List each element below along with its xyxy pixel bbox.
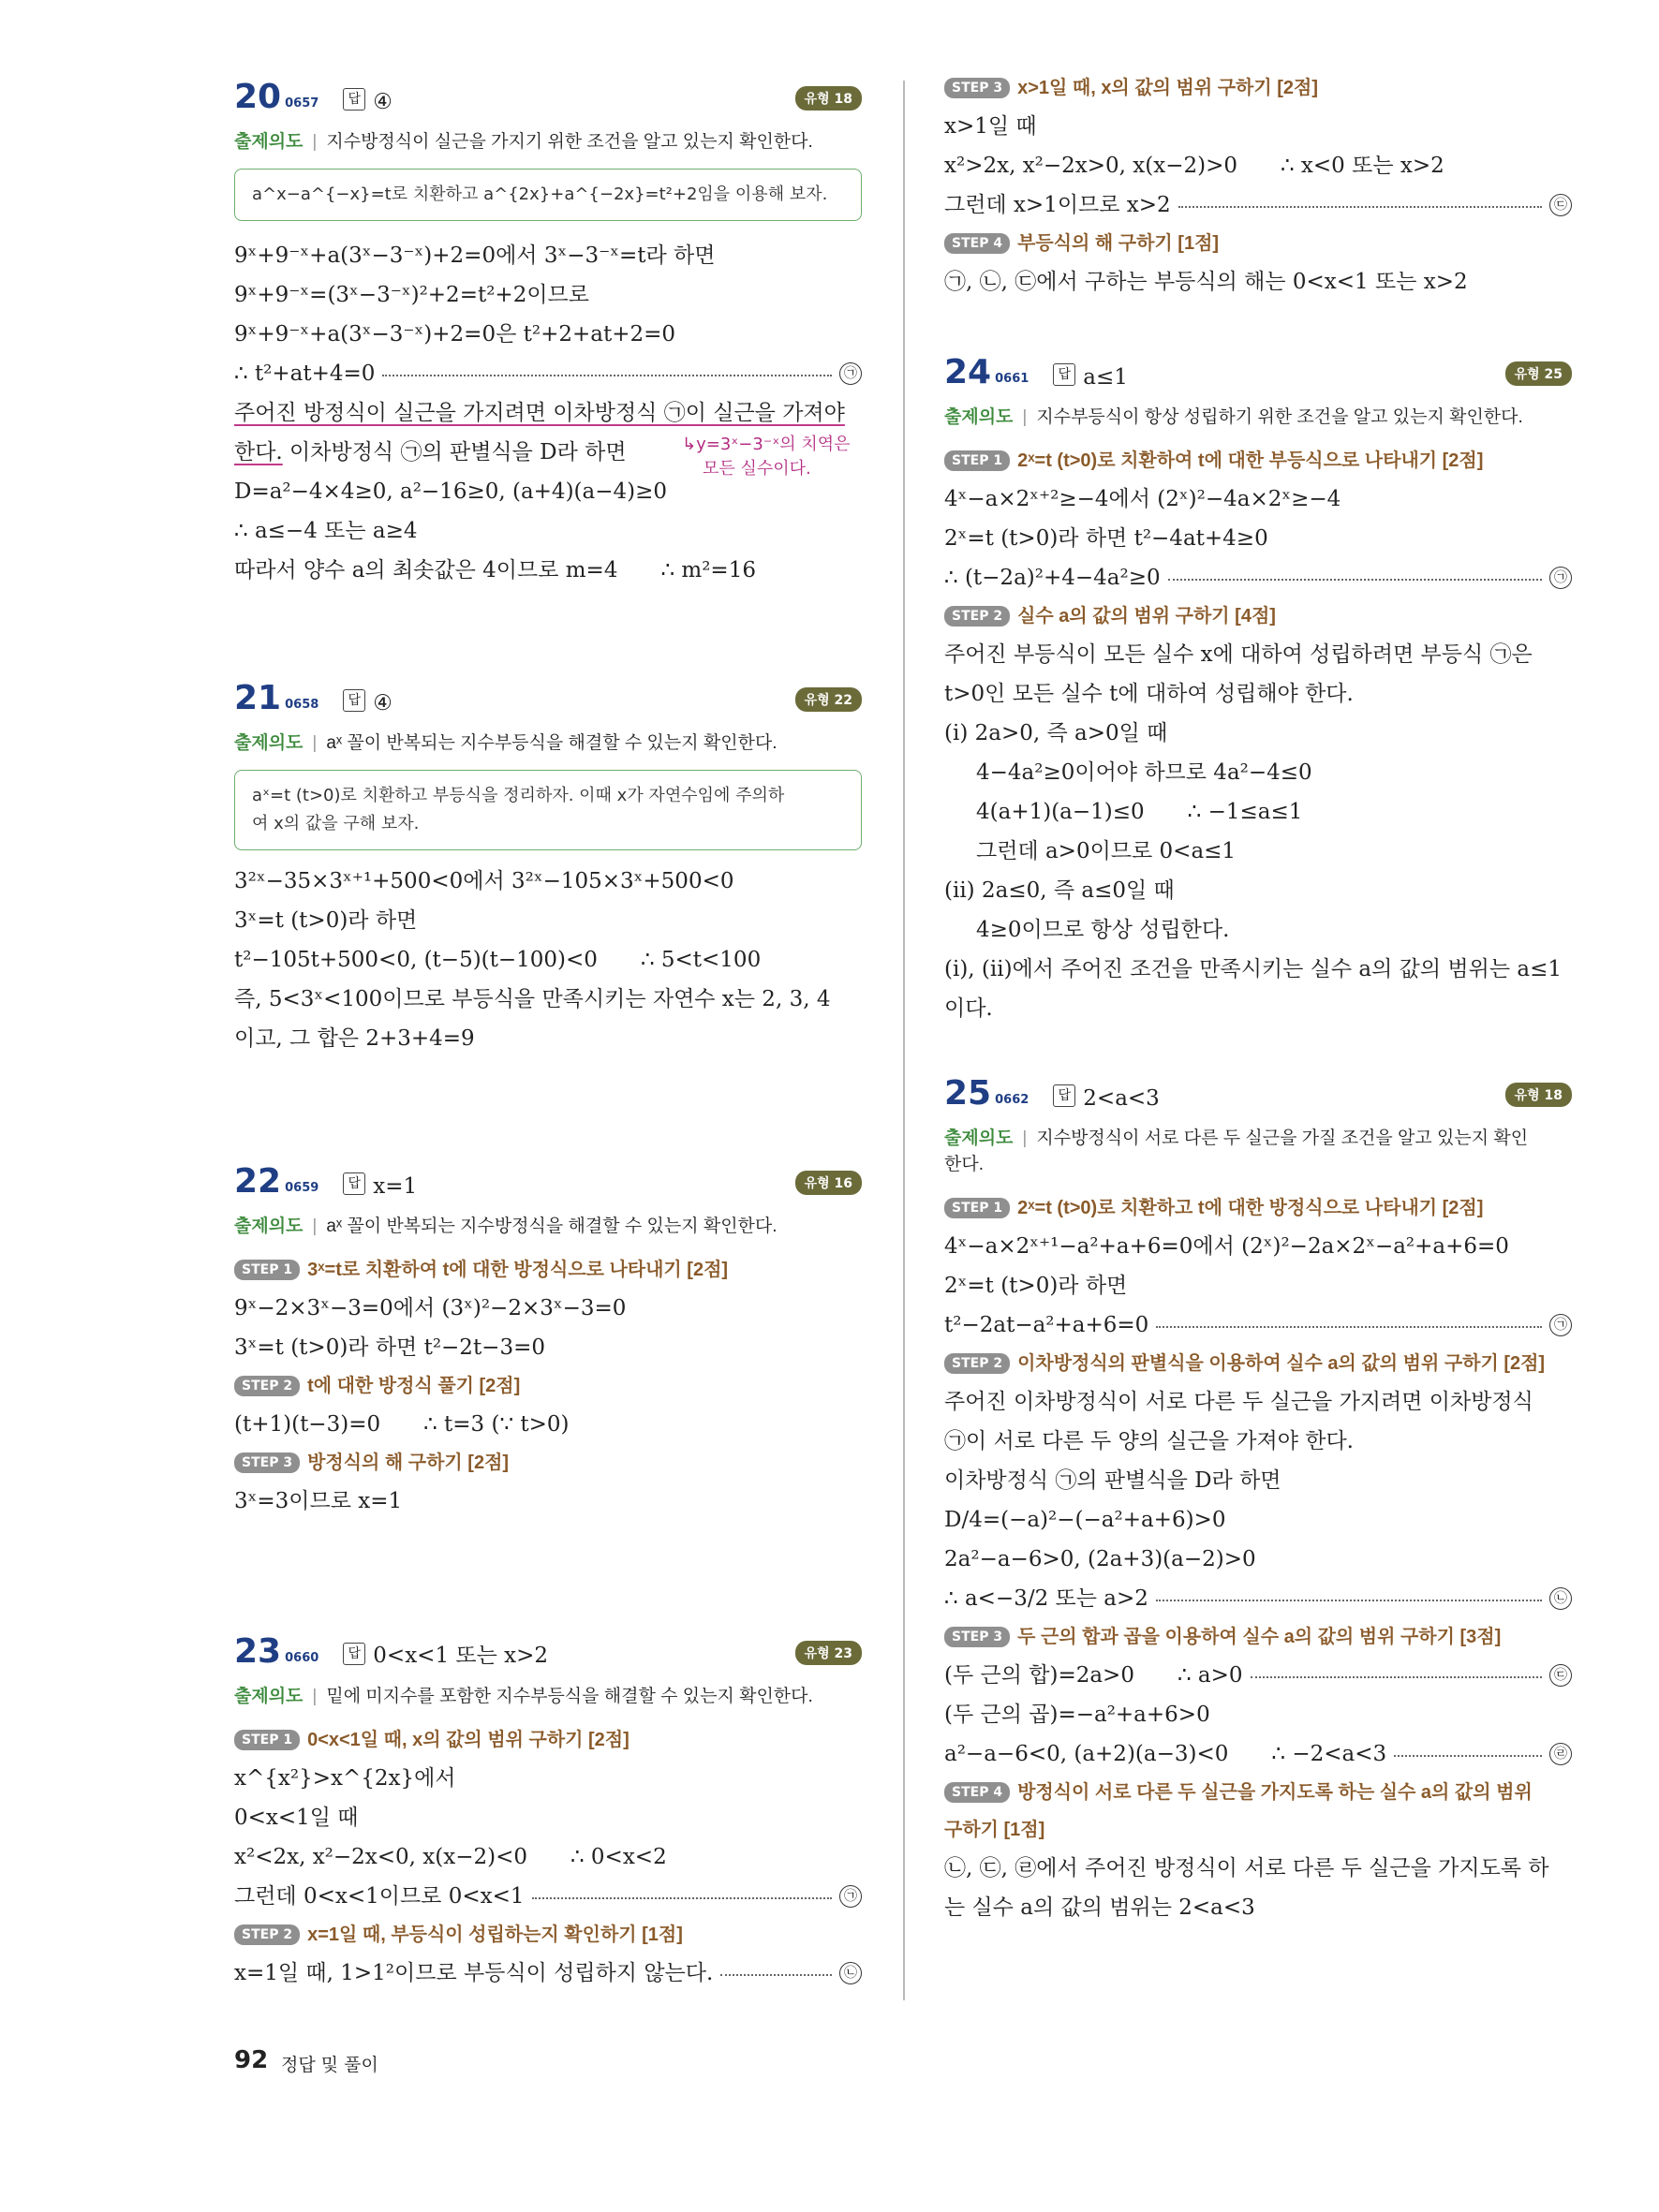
- problem-number: 20: [234, 78, 282, 116]
- solution-line: 4ˣ−a×2ˣ⁺¹−a²+a+6=0에서 (2ˣ)²−2a×2ˣ−a²+a+6=0: [944, 1234, 1509, 1259]
- marker-icon: ㉡: [839, 1962, 862, 1984]
- solution-line: (ⅰ), (ⅱ)에서 주어진 조건을 만족시키는 실수 a의 값의 범위는 a≤1: [944, 957, 1562, 981]
- solution-line: 주어진 이차방정식이 서로 다른 두 실근을 가지려면 이차방정식: [944, 1390, 1533, 1414]
- intent-label: 출제의도: [234, 1217, 304, 1236]
- solution-line: 따라서 양수 a의 최솟값은 4이므로 m=4 ∴ m²=16: [234, 558, 756, 582]
- problem-25: [944, 1069, 1572, 1927]
- solution-line: (ⅱ) 2a≤0, 즉 a≤0일 때: [944, 878, 1175, 903]
- intent-line: 출제의도 | 밑에 미지수를 포함한 지수부등식을 해결할 수 있는지 확인한다.: [234, 1687, 813, 1706]
- intent-line: 출제의도 | 지수방정식이 서로 다른 두 실근을 가질 조건을 알고 있는지 확인 한다.: [944, 1128, 1529, 1174]
- hint-box: a^x−a^{−x}=t로 치환하고 a^{2x}+a^{−2x}=t²+2임을 이용해 보자.: [234, 169, 862, 221]
- answer-value: 2<a<3: [1083, 1086, 1160, 1111]
- solution: [944, 1189, 1572, 1927]
- answer-value: 0<x<1 또는 x>2: [373, 1644, 549, 1668]
- step-heading: STEP 2 이차방정식의 판별식을 이용하여 실수 a의 값의 범위 구하기 [2점]: [944, 1345, 1572, 1382]
- problem-number: 22: [234, 1162, 282, 1201]
- problem-number: 24: [944, 353, 992, 391]
- solution-line: x^{x²}>x^{2x}에서: [234, 1766, 456, 1791]
- side-note: ↳y=3ˣ−3⁻ˣ의 치역은 모든 실수이다.: [682, 435, 851, 479]
- solution-line: 이다.: [944, 996, 993, 1021]
- solution-line: D/4=(−a)²−(−a²+a+6)>0: [944, 1508, 1226, 1532]
- solution-line: 4≥0이므로 항상 성립한다.: [976, 918, 1230, 942]
- solution-line: ∴ a<−3/2 또는 a>2 ㉡: [944, 1579, 1572, 1618]
- solution-line: 9ˣ−2×3ˣ−3=0에서 (3ˣ)²−2×3ˣ−3=0: [234, 1296, 627, 1320]
- step-heading-continued: 구하기 [1점]: [944, 1820, 1045, 1840]
- solution-line: (두 근의 합)=2a>0 ∴ a>0 ㉢: [944, 1656, 1572, 1695]
- intent-line: 출제의도 | 지수부등식이 항상 성립하기 위한 조건을 알고 있는지 확인한다.: [944, 407, 1523, 427]
- intent-text: aˣ 꼴이 반복되는 지수방정식을 해결할 수 있는지 확인한다.: [326, 1217, 778, 1236]
- answer-box: 답: [1053, 363, 1075, 386]
- type-badge: 유형 22: [795, 687, 862, 712]
- problem-header: [234, 1628, 862, 1671]
- intent-text: 지수방정식이 서로 다른 두 실근을 가질 조건을 알고 있는지 확인: [1036, 1128, 1529, 1148]
- answer-box: 답: [343, 1172, 365, 1195]
- solution-line: x>1일 때: [944, 114, 1037, 139]
- step-heading: STEP 4 방정식이 서로 다른 두 실근을 가지도록 하는 실수 a의 값의 범위: [944, 1774, 1572, 1811]
- step-heading: STEP 2 x=1일 때, 부등식이 성립하는지 확인하기 [1점]: [234, 1916, 862, 1954]
- step-heading: STEP 2 실수 a의 값의 범위 구하기 [4점]: [944, 597, 1572, 635]
- page-number: 92: [234, 2046, 269, 2074]
- intent-line: 출제의도 | aˣ 꼴이 반복되는 지수부등식을 해결할 수 있는지 확인한다.: [234, 733, 778, 753]
- solution-line: (두 근의 곱)=−a²+a+6>0: [944, 1703, 1210, 1727]
- answer-value: x=1: [373, 1174, 418, 1199]
- step-heading: STEP 3 방정식의 해 구하기 [2점]: [234, 1444, 862, 1482]
- solution: [234, 236, 862, 590]
- solution-line: D=a²−4×4≥0, a²−16≥0, (a+4)(a−4)≥0: [234, 479, 668, 504]
- intent-label: 출제의도: [234, 733, 304, 753]
- solution-line: x²>2x, x²−2x>0, x(x−2)>0 ∴ x<0 또는 x>2: [944, 154, 1444, 178]
- problem-code: 0660: [285, 1651, 319, 1665]
- solution-line: 3²ˣ−35×3ˣ⁺¹+500<0에서 3²ˣ−105×3ˣ+500<0: [234, 869, 734, 893]
- problem-header: [234, 1158, 862, 1201]
- problem-23-continued: [944, 69, 1572, 302]
- problem-22: [234, 1158, 862, 1521]
- solution-line: 즉, 5<3ˣ<100이므로 부등식을 만족시키는 자연수 x는 2, 3, 4: [234, 987, 831, 1011]
- arrow-icon: ↳: [682, 435, 697, 454]
- problem-header: [944, 348, 1572, 391]
- marker-icon: ㉠: [1549, 1314, 1572, 1336]
- solution-line: 그런데 x>1이므로 x>2 ㉢: [944, 185, 1572, 225]
- solution-line: 그런데 a>0이므로 0<a≤1: [976, 839, 1237, 863]
- solution-line: 9ˣ+9⁻ˣ+a(3ˣ−3⁻ˣ)+2=0은 t²+2+at+2=0: [234, 322, 676, 347]
- type-badge: 유형 18: [1505, 1083, 1572, 1107]
- answer-box: 답: [343, 88, 365, 111]
- solution-line: (t+1)(t−3)=0 ∴ t=3 (∵ t>0): [234, 1412, 570, 1437]
- solution-line: 4−4a²≥0이어야 하므로 4a²−4≤0: [976, 760, 1312, 785]
- solution-line: 9ˣ+9⁻ˣ+a(3ˣ−3⁻ˣ)+2=0에서 3ˣ−3⁻ˣ=t라 하면: [234, 243, 716, 268]
- step-heading: STEP 4 부등식의 해 구하기 [1점]: [944, 225, 1572, 262]
- problem-23: [234, 1628, 862, 1993]
- solution-line: ㉠이 서로 다른 두 양의 실근을 가져야 한다.: [944, 1429, 1354, 1453]
- hint-box: aˣ=t (t>0)로 치환하고 부등식을 정리하자. 이때 x가 자연수임에 주의하 여 x의 값을 구해 보자.: [234, 770, 862, 850]
- solution-line: t>0인 모든 실수 t에 대하여 성립해야 한다.: [944, 682, 1354, 706]
- problem-number: 21: [234, 679, 282, 717]
- problem-header: [234, 73, 862, 116]
- solution-line: 3ˣ=t (t>0)라 하면: [234, 908, 418, 933]
- solution-line: x²<2x, x²−2x<0, x(x−2)<0 ∴ 0<x<2: [234, 1845, 667, 1869]
- intent-label: 출제의도: [234, 1687, 304, 1706]
- solution-line: 0<x<1일 때: [234, 1806, 359, 1830]
- intent-label: 출제의도: [234, 132, 304, 152]
- solution-line: 주어진 방정식이 실근을 가지려면 이차방정식 ㉠이 실근을 가져야: [234, 401, 845, 425]
- step-heading: STEP 1 2ˣ=t (t>0)로 치환하고 t에 대한 방정식으로 나타내기 [2점]: [944, 1189, 1572, 1227]
- answer-box: 답: [1053, 1084, 1075, 1107]
- solution-line: ㉠, ㉡, ㉢에서 구하는 부등식의 해는 0<x<1 또는 x>2: [944, 270, 1468, 294]
- type-badge: 유형 23: [795, 1641, 862, 1665]
- problem-21: [234, 674, 862, 1058]
- step-heading: STEP 2 t에 대한 방정식 풀기 [2점]: [234, 1367, 862, 1405]
- solution-line: 2a²−a−6>0, (2a+3)(a−2)>0: [944, 1547, 1256, 1571]
- intent-line: 출제의도 | 지수방정식이 실근을 가지기 위한 조건을 알고 있는지 확인한다.: [234, 132, 813, 152]
- solution-line: ∴ (t−2a)²+4−4a²≥0 ㉠: [944, 558, 1572, 597]
- intent-text: 밑에 미지수를 포함한 지수부등식을 해결할 수 있는지 확인한다.: [326, 1687, 813, 1706]
- solution-line: x=1일 때, 1>1²이므로 부등식이 성립하지 않는다. ㉡: [234, 1954, 862, 1993]
- solution-line: 4(a+1)(a−1)≤0 ∴ −1≤a≤1: [976, 800, 1303, 824]
- solution: [234, 1251, 862, 1521]
- problem-header: [234, 674, 862, 717]
- intent-line: 출제의도 | aˣ 꼴이 반복되는 지수방정식을 해결할 수 있는지 확인한다.: [234, 1217, 778, 1236]
- solution-line: 9ˣ+9⁻ˣ=(3ˣ−3⁻ˣ)²+2=t²+2이므로: [234, 283, 589, 307]
- intent-text: aˣ 꼴이 반복되는 지수부등식을 해결할 수 있는지 확인한다.: [326, 733, 778, 753]
- marker-icon: ㉢: [1549, 1664, 1572, 1687]
- step-heading: STEP 1 2ˣ=t (t>0)로 치환하여 t에 대한 부등식으로 나타내기 [2점]: [944, 442, 1572, 479]
- solution-line: 주어진 부등식이 모든 실수 x에 대하여 성립하려면 부등식 ㉠은: [944, 642, 1533, 667]
- intent-text: 지수방정식이 실근을 가지기 위한 조건을 알고 있는지 확인한다.: [326, 132, 813, 152]
- solution-line: 2ˣ=t (t>0)라 하면 t²−4at+4≥0: [944, 526, 1268, 551]
- problem-number: 25: [944, 1074, 992, 1113]
- problem-code: 0661: [995, 372, 1029, 386]
- type-badge: 유형 16: [795, 1171, 862, 1195]
- problem-20: [234, 73, 862, 590]
- column-divider: [903, 81, 905, 2000]
- solution-line: (ⅰ) 2a>0, 즉 a>0일 때: [944, 721, 1168, 745]
- step-heading: STEP 3 두 근의 합과 곱을 이용하여 실수 a의 값의 범위 구하기 [3점]: [944, 1618, 1572, 1656]
- solution-line: 는 실수 a의 값의 범위는 2<a<3: [944, 1895, 1255, 1920]
- marker-icon: ㉠: [839, 362, 862, 385]
- intent-text: 지수부등식이 항상 성립하기 위한 조건을 알고 있는지 확인한다.: [1036, 407, 1523, 427]
- problem-code: 0657: [285, 96, 319, 111]
- marker-icon: ㉠: [839, 1885, 862, 1908]
- marker-icon: ㉡: [1549, 1587, 1572, 1610]
- answer-value: ④: [373, 90, 393, 114]
- answer-value: a≤1: [1083, 365, 1128, 390]
- intent-label: 출제의도: [944, 1128, 1014, 1148]
- step-heading: STEP 1 3ˣ=t로 치환하여 t에 대한 방정식으로 나타내기 [2점]: [234, 1251, 862, 1289]
- type-badge: 유형 25: [1505, 361, 1572, 386]
- problem-code: 0659: [285, 1181, 319, 1195]
- page-label: 정답 및 풀이: [281, 2055, 378, 2075]
- solution-line: a²−a−6<0, (a+2)(a−3)<0 ∴ −2<a<3 ㉣: [944, 1734, 1572, 1774]
- step-heading: STEP 3 x>1일 때, x의 값의 범위 구하기 [2점]: [944, 69, 1572, 107]
- problem-24: [944, 348, 1572, 1028]
- solution: [234, 862, 862, 1058]
- marker-icon: ㉣: [1549, 1743, 1572, 1765]
- problem-code: 0658: [285, 698, 319, 712]
- solution-line: t²−105t+500<0, (t−5)(t−100)<0 ∴ 5<t<100: [234, 948, 762, 972]
- answer-box: 답: [343, 1643, 365, 1665]
- marker-icon: ㉠: [1549, 567, 1572, 589]
- solution: [234, 1721, 862, 1993]
- marker-icon: ㉢: [1549, 194, 1572, 216]
- solution-line: ㉡, ㉢, ㉣에서 주어진 방정식이 서로 다른 두 실근을 가지도록 하: [944, 1856, 1549, 1880]
- problem-header: [944, 1069, 1572, 1113]
- answer-value: ④: [373, 691, 393, 715]
- solution-line: t²−2at−a²+a+6=0 ㉠: [944, 1305, 1572, 1345]
- solution: [944, 442, 1572, 1028]
- solution-line: 3ˣ=3이므로 x=1: [234, 1489, 403, 1513]
- intent-label: 출제의도: [944, 407, 1014, 427]
- answer-box: 답: [343, 689, 365, 712]
- type-badge: 유형 18: [795, 86, 862, 111]
- solution-line: 한다. 이차방정식 ㉠의 판별식을 D라 하면: [234, 440, 627, 465]
- solution-line: 이고, 그 합은 2+3+4=9: [234, 1026, 475, 1051]
- solution-line: ∴ t²+at+4=0 ㉠: [234, 354, 862, 393]
- step-heading: STEP 1 0<x<1일 때, x의 값의 범위 구하기 [2점]: [234, 1721, 862, 1759]
- solution-line: 4ˣ−a×2ˣ⁺²≥−4에서 (2ˣ)²−4a×2ˣ≥−4: [944, 487, 1341, 511]
- problem-code: 0662: [995, 1093, 1029, 1107]
- solution-line: 2ˣ=t (t>0)라 하면: [944, 1274, 1128, 1298]
- solution-line: 그런데 0<x<1이므로 0<x<1 ㉠: [234, 1877, 862, 1916]
- solution-line: ∴ a≤−4 또는 a≥4: [234, 519, 418, 543]
- problem-number: 23: [234, 1632, 282, 1671]
- solution-line: 3ˣ=t (t>0)라 하면 t²−2t−3=0: [234, 1335, 545, 1360]
- solution-line: 이차방정식 ㉠의 판별식을 D라 하면: [944, 1468, 1281, 1493]
